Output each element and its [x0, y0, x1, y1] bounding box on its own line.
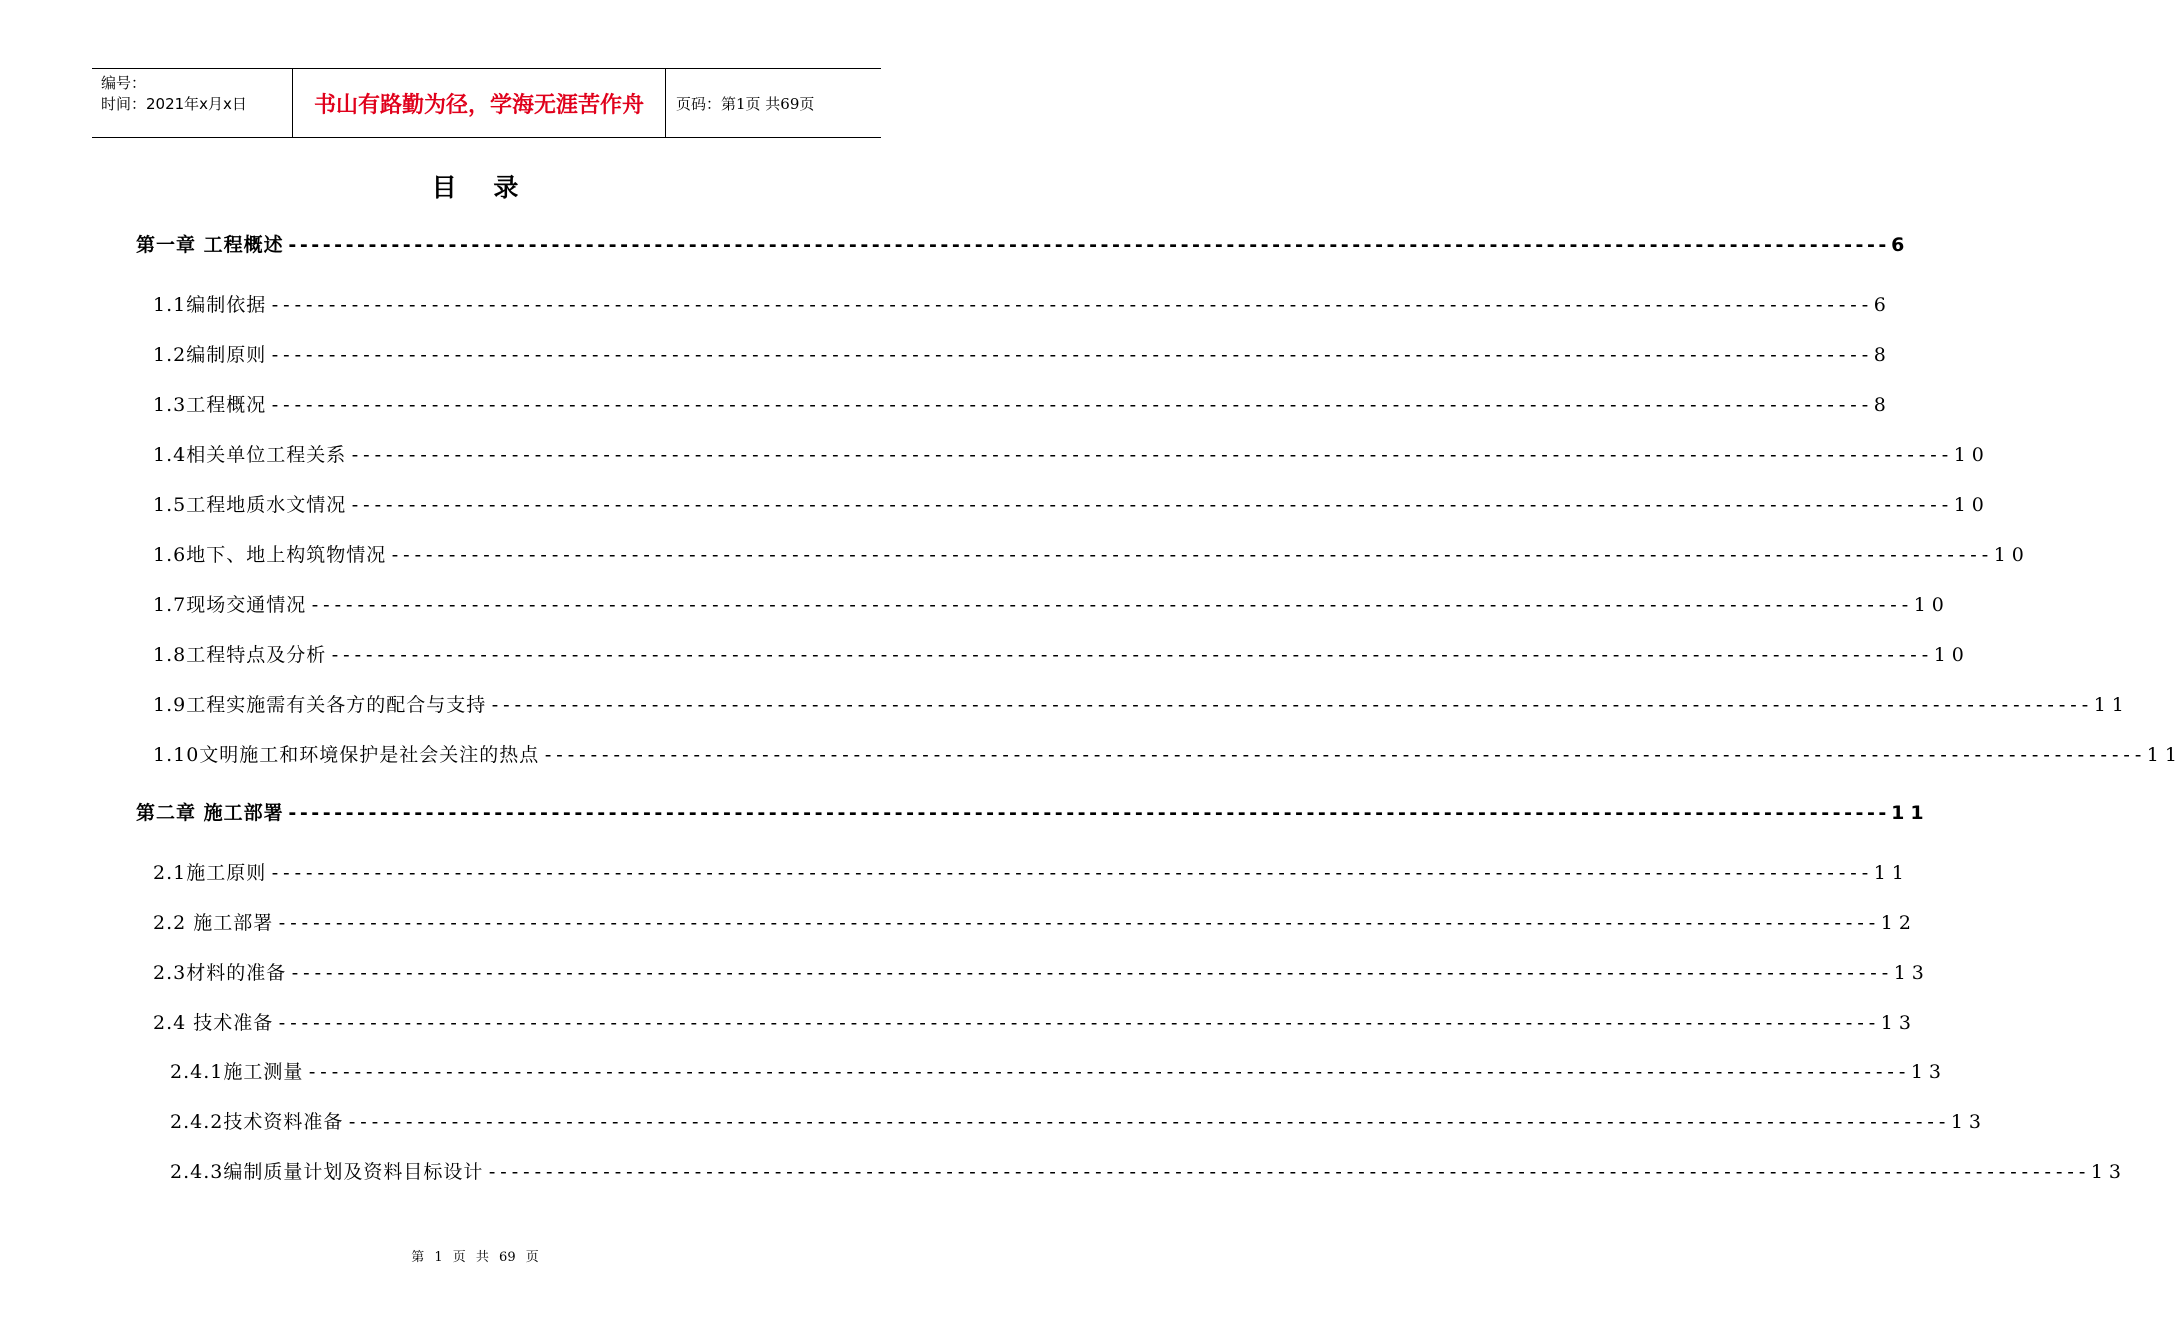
toc-entry[interactable]	[153, 290, 1892, 317]
toc-leader-dashes	[309, 594, 1910, 616]
toc-leader-dashes	[346, 1111, 1947, 1133]
header-page-info: 页码：第1页 共69页	[676, 94, 815, 113]
toc-leader-dashes	[349, 494, 1950, 516]
toc-entry-page: 8	[1873, 394, 1892, 416]
toc-leader-dashes	[269, 344, 1870, 366]
toc-entry-label: 1.7现场交通情况	[153, 594, 307, 616]
toc-entry-label: 第二章 施工部署	[136, 802, 284, 824]
toc-entry[interactable]	[153, 440, 1990, 467]
toc-entry-label: 2.4 技术准备	[153, 1012, 274, 1034]
toc-entry[interactable]	[153, 590, 1950, 617]
toc-entry-page: 13	[1910, 1061, 1948, 1083]
toc-entry-label: 1.6地下、地上构筑物情况	[153, 544, 387, 566]
toc-entry-page: 11	[2093, 694, 2130, 716]
toc-entry[interactable]	[153, 908, 1917, 935]
toc-entry-label: 1.8工程特点及分析	[153, 644, 327, 666]
toc-entry[interactable]	[153, 858, 1910, 885]
toc-entry-page: 6	[1873, 294, 1892, 316]
toc-entry-label: 第一章 工程概述	[136, 234, 284, 256]
toc-entry[interactable]	[153, 490, 1990, 517]
page-title: 目 录	[431, 173, 533, 202]
toc-entry-label: 1.4相关单位工程关系	[153, 444, 347, 466]
toc-entry[interactable]	[153, 690, 2130, 717]
toc-entry-page: 6	[1891, 234, 1911, 256]
toc-entry-page: 10	[1953, 444, 1990, 466]
toc-entry-label: 1.3工程概况	[153, 394, 267, 416]
toc-entry-page: 10	[1993, 544, 2030, 566]
header-meta	[92, 69, 293, 137]
toc-leader-dashes	[486, 1161, 2087, 1183]
toc-entry-label: 1.1编制依据	[153, 294, 267, 316]
toc-leader-dashes	[349, 444, 1950, 466]
document-number-label: 编号：	[101, 74, 147, 92]
toc-entry-label: 2.1施工原则	[153, 862, 267, 884]
toc-entry[interactable]	[153, 740, 2183, 767]
toc-entry-page: 13	[2090, 1161, 2128, 1183]
page-footer: 第 1 页 共 69 页	[411, 1250, 539, 1265]
header-motto: 书山有路勤为径，学海无涯苦作舟	[293, 69, 666, 137]
toc-leader-dashes	[306, 1061, 1907, 1083]
toc-entry[interactable]	[153, 540, 2030, 567]
toc-leader-dashes	[389, 544, 1990, 566]
toc-leader-dashes	[269, 862, 1870, 884]
toc-leader-dashes	[269, 394, 1870, 416]
toc-entry[interactable]	[153, 1008, 1917, 1035]
toc-leader-dashes	[269, 294, 1870, 316]
toc-entry[interactable]	[170, 1107, 1988, 1134]
toc-entry-label: 2.4.3编制质量计划及资料目标设计	[170, 1161, 484, 1183]
page-header	[92, 68, 881, 138]
toc-entry-page: 10	[1933, 644, 1970, 666]
toc-entry-label: 1.9工程实施需有关各方的配合与支持	[153, 694, 487, 716]
toc-leader-dashes	[329, 644, 1930, 666]
toc-leader-dashes	[287, 234, 1888, 256]
toc-entry[interactable]	[170, 1157, 2128, 1184]
toc-entry-label: 1.10文明施工和环境保护是社会关注的热点	[153, 744, 540, 766]
toc-entry-page: 8	[1873, 344, 1892, 366]
toc-entry-page: 10	[1913, 594, 1950, 616]
toc-entry-page: 11	[1891, 802, 1930, 824]
toc-leader-dashes	[489, 694, 2090, 716]
toc-entry-label: 1.2编制原则	[153, 344, 267, 366]
toc-leader-dashes	[287, 802, 1888, 824]
toc-entry-label: 2.2 施工部署	[153, 912, 274, 934]
toc-leader-dashes	[276, 912, 1877, 934]
toc-chapter-entry[interactable]	[136, 798, 1930, 825]
toc-leader-dashes	[289, 962, 1890, 984]
toc-entry[interactable]	[153, 640, 1970, 667]
toc-entry-label: 1.5工程地质水文情况	[153, 494, 347, 516]
toc-entry-label: 2.4.1施工测量	[170, 1061, 304, 1083]
toc-entry[interactable]	[170, 1057, 1948, 1084]
toc-entry-page: 13	[1950, 1111, 1988, 1133]
toc-entry-page: 13	[1893, 962, 1930, 984]
toc-entry-page: 13	[1880, 1012, 1917, 1034]
toc-leader-dashes	[276, 1012, 1877, 1034]
toc-entry-label: 2.4.2技术资料准备	[170, 1111, 344, 1133]
toc-leader-dashes	[542, 744, 2143, 766]
toc-entry[interactable]	[153, 958, 1930, 985]
toc-entry[interactable]	[153, 340, 1892, 367]
toc-entry[interactable]	[153, 390, 1892, 417]
toc-entry-label: 2.3材料的准备	[153, 962, 287, 984]
toc-entry-page: 11	[1873, 862, 1910, 884]
toc-entry-page: 11	[2146, 744, 2183, 766]
toc-entry-page: 12	[1880, 912, 1917, 934]
toc-entry-page: 10	[1953, 494, 1990, 516]
document-time-label: 时间：2021年x月x日	[101, 95, 247, 113]
toc-chapter-entry[interactable]	[136, 230, 1911, 257]
